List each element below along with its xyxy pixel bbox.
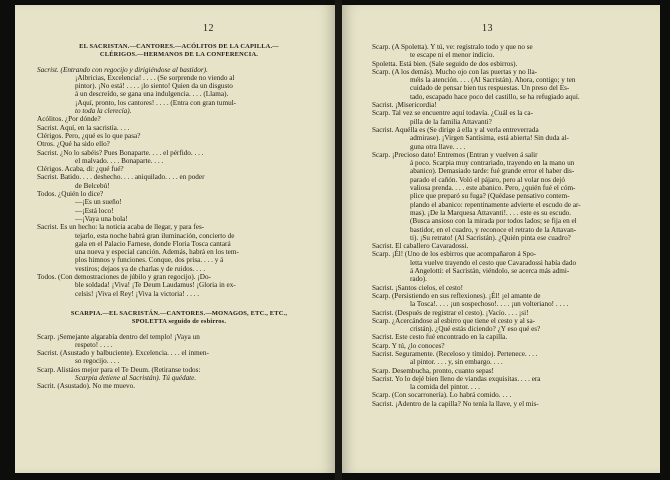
page-number: 13 xyxy=(482,23,493,34)
text-line: de Belcebú! xyxy=(75,181,110,190)
text-line: el malvado. . . . Bonaparte. . . . xyxy=(75,156,164,165)
text-line: al pintor. . . . y, sin embargo. . . . xyxy=(410,358,503,367)
text-line: Acólitos. ¿Por dónde? xyxy=(37,115,101,124)
text-line: Clérigos. Acaba, di: ¿qué fué? xyxy=(37,165,124,174)
text-line: Sacrist. ¡Misericordia! xyxy=(372,101,437,110)
text-line: Sacrist. ¡Santos cielos, el cesto! xyxy=(372,283,464,292)
text-line: te escape ni el menor indicio. xyxy=(410,51,495,60)
text-line: Sacrist. Seguramente. (Receloso y tímido). Pertenece. . . . xyxy=(372,349,538,358)
text-line: plice que preparó su fuga? (Quédase pensativo contem- xyxy=(410,192,570,201)
text-line: plando el abanico: repentinamente advierte el escudo de ar- xyxy=(410,200,581,209)
text-line: ble soldada! ¡Viva! ¡Te Deum Laudamus! ¡Gloria in ex- xyxy=(75,281,236,290)
text-line: tado, escapado hace poco del castillo, se ha refugiado aquí. xyxy=(410,92,580,101)
text-line: SCARPIA.—EL SACRISTÁN.—CANTORES.—MONAGOS, ETC., ETC., xyxy=(70,309,288,317)
left-page xyxy=(15,5,335,473)
text-line: so regocijo. . . . xyxy=(75,357,120,366)
text-line: Scarp. ¿Acercándose al esbirro que tiene el cesto y al sa- xyxy=(372,316,536,325)
right-page xyxy=(342,5,660,473)
text-line: Sacrit. (Asustado). No me muevo. xyxy=(37,382,136,391)
page-number: 12 xyxy=(203,23,214,34)
text-line: Scarp. ¡Precioso dato! Entremos (Entran y vuelven á salir xyxy=(372,150,538,159)
text-line: celsis! ¡Viva el Rey! ¡Viva la victoria! . . . . xyxy=(75,289,200,298)
text-line: EL SACRISTAN.—CANTORES.—ACÓLITOS DE LA CAPILLA.— xyxy=(79,43,279,50)
spacer xyxy=(37,298,321,310)
text-line: Scarp. ¡Él! (Uno de los esbirros que acompañaron á Spo- xyxy=(372,250,537,259)
text-line: Spoletta. Está bien. (Sale seguido de dos esbirros). xyxy=(372,59,518,68)
text-line: Scarp. (Con socarronería). Lo habrá comido. . . . xyxy=(372,391,512,400)
text-line: rado). xyxy=(410,275,427,284)
text-line: Sacrist. Este cesto fué encontrado en la capilla. xyxy=(372,333,508,342)
text-line: (Busca ansioso con la mirada por todos lados; se fija en el xyxy=(410,217,577,226)
right-text-block xyxy=(372,43,648,408)
text-line: á poco. Scarpia muy contrariado, trayendo en la mano un xyxy=(410,159,575,168)
text-line: la comida del pintor. . . . xyxy=(410,383,480,392)
text-line: admirase). ¡Virgen Santísima, está abierta! Sin duda al- xyxy=(410,134,569,143)
text-line: Sacrist. Batido. . . . deshecho. . . . aniquilado. . . . en poder xyxy=(37,173,205,182)
text-line: á Angelotti: el Sacristán, viéndolo, se acerca más admi- xyxy=(410,267,570,276)
text-line: Scarp. (A los demás). Mucho ojo con las puertas y no lla- xyxy=(372,67,538,76)
text-line: Scarp. (A Spoletta). Y tú, ve: registralo todo y que no se xyxy=(372,43,533,51)
text-line: letta vuelve trayendo el cesto que Cavaradossi había dado xyxy=(410,258,577,267)
left-text-block xyxy=(37,43,321,391)
text-line: vestiros; dejaos ya de charlas y de ruidos. . . . xyxy=(75,264,206,273)
text-line: bastidor, en el cuadro, y reconoce el retrato de la Attavan- xyxy=(410,225,577,234)
text-line: parado el cañón. Voló el pájaro, pero al volar nos dejó xyxy=(410,175,566,184)
text-line: ¡Aquí, pronto, los cantores! . . . . (Entra con gran tumul- xyxy=(75,98,237,107)
text-line: cristán). ¿Qué estás diciendo? ¿Y eso qué es? xyxy=(410,325,541,334)
text-line: Todos. (Con demostraciones de júbilo y gran regocijo). ¡Do- xyxy=(37,273,211,282)
text-line: Scarp. ¡Semejante algarabía dentro del templo! ¡Vaya un xyxy=(37,332,200,341)
text-line: á un descreído, se gana una indulgencia. . . . (Llama). xyxy=(75,90,229,99)
text-line: Sacrist. Aquí, en la sacristía. . . . xyxy=(37,123,130,132)
text-line: —¡Está loco! xyxy=(75,206,114,215)
text-line: Sacrist. (Asustado y balbuciente). Excelencia. . . . el inmen- xyxy=(37,349,209,358)
text-line: cuidado de pensar bien tus respuestas. Un preso del Es- xyxy=(410,84,570,93)
text-line: valiosa prenda. . . . este abanico. Pero, ¿quién fué el cóm- xyxy=(410,184,576,193)
text-line: méis la atención. . . . (Al Sacristán). Ahora, contigo; y ten xyxy=(410,76,576,85)
text-line: Sacrist. Yo lo dejé bien lleno de viandas exquisitas. . . . era xyxy=(372,374,541,383)
text-line: plos himnos y funciones. Conque, dos prisa. . . . y á xyxy=(75,256,224,265)
text-line: Sacrist. (Entrando con regocijo y dirigiéndose al bastidor). xyxy=(37,65,208,74)
text-line: pintor). ¡No está! . . . . ¡lo siento! Quien da un disgusto xyxy=(75,82,233,91)
text-line: Clérigos. Pero, ¿qué es lo que pasa? xyxy=(37,131,141,140)
text-line: Scarp. Alistáos mejor para el Te Deum. (Retiranse todos: xyxy=(37,365,201,374)
text-line: Scarp. Y tú, ¿lo conoces? xyxy=(372,341,445,350)
text-line: ti). ¡Su retrato! (Al Sacristán). ¿Quién pinta ese cuadro? xyxy=(410,233,571,242)
text-line: Sacrist. Es un hecho: la noticia acaba de llegar, y para fes- xyxy=(37,223,205,232)
text-line: SPOLETTA seguido de esbirros. xyxy=(131,318,227,326)
text-line: respeto! . . . . xyxy=(75,340,113,349)
text-line: Scarp. Desembucha, pronto, cuanto sepas! xyxy=(372,366,494,375)
text-line: ¡Albricias, Excelencia! . . . . (Se sorprende no viendo al xyxy=(75,73,235,82)
text-line: Sacrist. El caballero Cavaradossi. xyxy=(372,242,469,251)
text-line: Todos. ¿Quién lo dice? xyxy=(37,190,104,199)
text-line: Sacrist. (Después de registrar el cesto). ¡Vacío. . . . ¡si! xyxy=(372,308,529,317)
text-line: —¡Es un sueño! xyxy=(75,198,122,207)
text-line: Scarp. Tal vez se encuentre aquí todavía. ¿Cuál es la ca- xyxy=(372,109,534,118)
text-line: una nueva y especial canción. Además, habrá en los tem- xyxy=(75,248,239,257)
text-line: Scarp. (Persistiendo en sus reflexiones). ¡Él! ¡el amante de xyxy=(372,291,541,300)
text-line: to toda la clerecía). xyxy=(75,107,132,116)
text-line: —¡Vaya una bola! xyxy=(75,214,128,223)
text-line: tejarlo, esta noche habrá gran iluminación, concierto de xyxy=(75,231,235,240)
text-line: la Tosca!. . . . ¡un sospechoso!. . . . ¡un volteriano! . . . . xyxy=(410,300,569,309)
text-line: abanico). Demasiado tarde: fué grande error el haber dis- xyxy=(410,167,575,176)
text-line: Sacrist. ¿No lo sabéis? Pues Bonaparte. . . . el pérfido. . . . xyxy=(37,148,204,157)
book-binding xyxy=(335,0,342,480)
text-line: pilla de la familia Attavanti? xyxy=(410,117,492,126)
text-line: Otros. ¿Qué ha sido ello? xyxy=(37,140,110,149)
text-line: CLÉRIGOS.—HERMANOS DE LA CONFERENCIA. xyxy=(99,51,259,59)
text-line: guna otra llave. . . . xyxy=(410,142,466,151)
text-line: Sacrist. ¡Adentro de la capilla? No tenía la llave, y el mis- xyxy=(372,399,539,408)
text-line: gala en el Palacio Farnese, donde Floria Tosca cantará xyxy=(75,239,231,248)
text-line: Sacrist. Aquélla es (Se dirige á ella y al verla entreverrada xyxy=(372,125,539,134)
text-line: Scarpia detiene al Sacristán). Tú quédate. xyxy=(75,373,197,382)
text-line: mas). ¡De la Marquesa Attavanti!. . . . este es su escudo. xyxy=(410,208,572,217)
